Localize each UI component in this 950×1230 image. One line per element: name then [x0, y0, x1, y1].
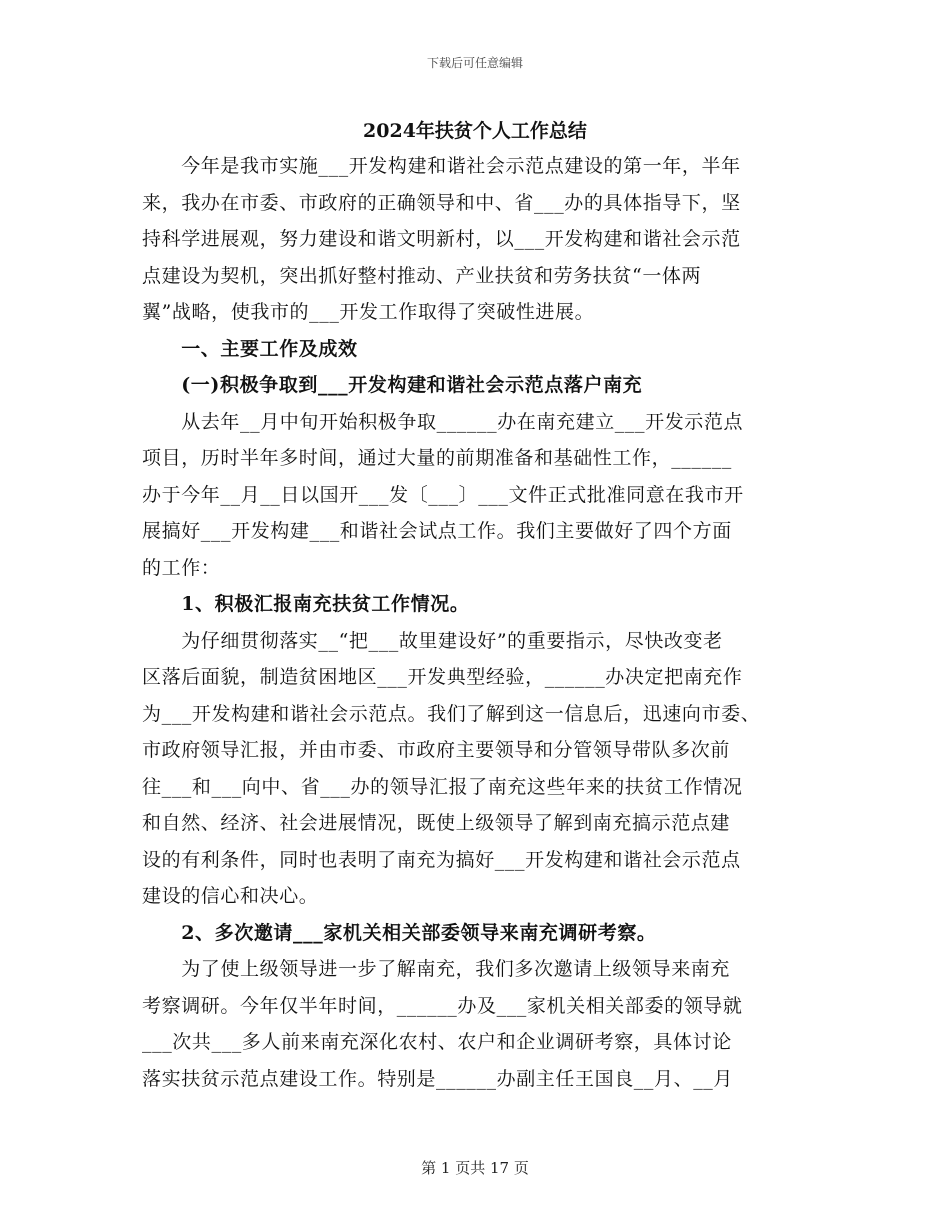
document-title: 2024年扶贫个人工作总结	[363, 120, 587, 142]
body-text-line: 为___开发构建和谐社会示范点。我们了解到这一信息后，迅速向市委、	[142, 702, 761, 725]
body-text-line: 落实扶贫示范点建设工作。特别是______办副主任王国良__月、__月	[142, 1067, 734, 1090]
body-text-line: 建设的信心和决心。	[142, 885, 319, 907]
page-header: 下载后可任意编辑	[426, 56, 523, 70]
section-heading-line: 2、多次邀请___家机关相关部委领导来南充调研考察。	[142, 921, 657, 944]
body-text-line: 考察调研。今年仅半年时间，______办及___家机关相关部委的领导就	[142, 994, 743, 1017]
body-text-line: 持科学进展观，努力建设和谐文明新村，以___开发构建和谐社会示范	[142, 228, 741, 250]
page-footer: 第 1 页共 17 页	[421, 1159, 529, 1177]
body-text-line: 点建设为契机，突出抓好整村推动、产业扶贫和劳务扶贫“一体两	[142, 264, 702, 287]
section-heading-line: 1、积极汇报南充扶贫工作情况。	[142, 593, 470, 615]
section-heading-line: 一、主要工作及成效	[142, 337, 358, 360]
body-text-line: 设的有利条件，同时也表明了南充为搞好___开发构建和谐社会示范点	[142, 848, 741, 871]
body-text-line: 往___和___向中、省___办的领导汇报了南充这些年来的扶贫工作情况	[142, 775, 743, 798]
body-text-line: 为了使上级领导进一步了解南充，我们多次邀请上级领导来南充	[142, 958, 731, 980]
body-text-line: 项目，历时半年多时间，通过大量的前期准备和基础性工作，______	[142, 447, 732, 469]
body-text-line: 展搞好___开发构建___和谐社会试点工作。我们主要做好了四个方面	[142, 520, 732, 542]
body-text-line: 今年是我市实施___开发构建和谐社会示范点建设的第一年，半年	[142, 155, 741, 177]
body-text-line: 办于今年__月__日以国开___发〔___〕___文件正式批准同意在我市开	[142, 483, 744, 506]
body-text-line: 从去年__月中旬开始积极争取______办在南充建立___开发示范点	[142, 410, 744, 433]
body-text-line: 和自然、经济、社会进展情况，既使上级领导了解到南充搞示范点建	[142, 812, 731, 834]
body-text-line: 市政府领导汇报，并由市委、市政府主要领导和分管领导带队多次前	[142, 739, 731, 761]
body-text-line: 区落后面貌，制造贫困地区___开发典型经验，______办决定把南充作	[142, 666, 743, 688]
body-text-line: 来，我办在市委、市政府的正确领导和中、省___办的具体指导下，坚	[142, 191, 741, 214]
body-text-line: 为仔细贯彻落实__“把___故里建设好”的重要指示，尽快改变老	[142, 629, 723, 652]
body-text-line: 翼”战略，使我市的___开发工作取得了突破性进展。	[142, 301, 595, 323]
body-text-line: ___次共___多人前来南充深化农村、农户和企业调研考察，具体讨论	[142, 1031, 732, 1053]
body-text-line: 的工作：	[142, 556, 221, 579]
section-heading-line: (一)积极争取到___开发构建和谐社会示范点落户南充	[142, 374, 643, 396]
